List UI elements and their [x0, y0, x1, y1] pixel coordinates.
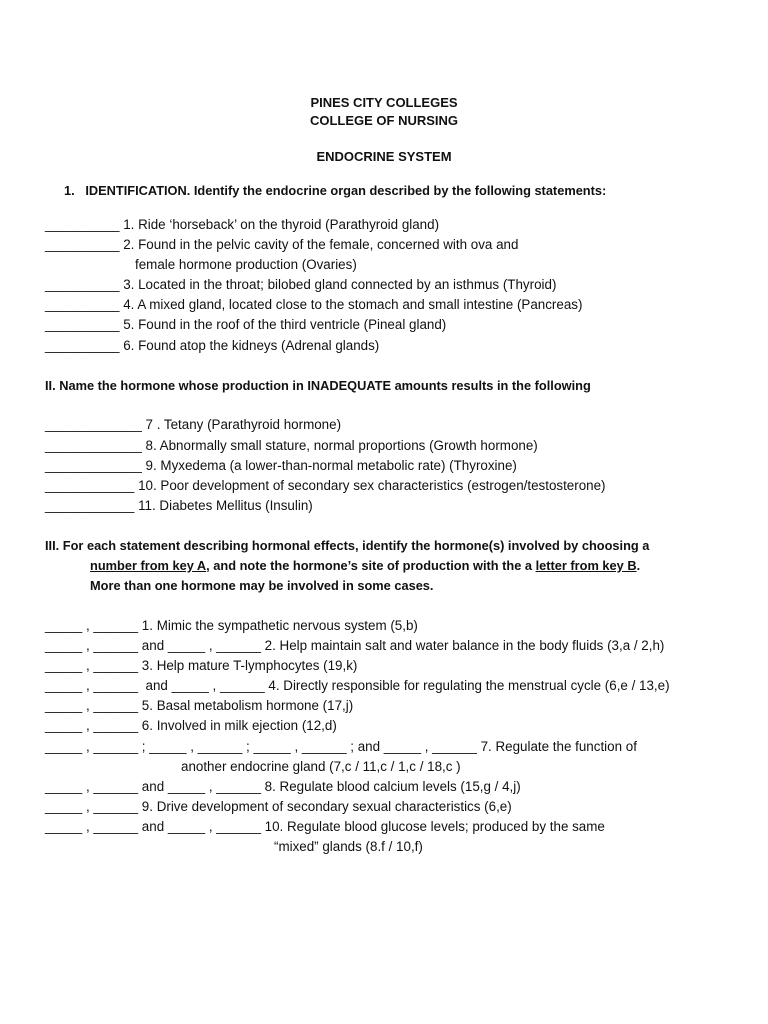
section2-item: _____________ 9. Myxedema (a lower-than-normal metabolic rate) (Thyroxine)	[45, 458, 517, 473]
section2-item: ____________ 10. Poor development of secondary sex characteristics (estrogen/testosterone)	[45, 478, 606, 493]
section1-item: __________ 6. Found atop the kidneys (Adrenal glands)	[45, 338, 380, 353]
section3-item: _____ , ______ ; _____ , ______ ; _____ , ______ ; and _____ , ______ 7. Regulate the function of	[45, 739, 637, 754]
section1-title: 1. IDENTIFICATION. Identify the endocrine organ described by the following statements:	[64, 183, 607, 198]
section3-item: _____ , ______ 6. Involved in milk ejection (12,d)	[45, 718, 337, 733]
section3-title-mid: , and note the hormone’s site of production with the a	[206, 558, 536, 573]
section3-item-continuation: another endocrine gland (7,c / 11,c / 1,c / 18,c )	[181, 759, 461, 774]
section2-item: _____________ 8. Abnormally small stature, normal proportions (Growth hormone)	[45, 438, 538, 453]
section1-item: __________ 2. Found in the pelvic cavity of the female, concerned with ova and	[45, 237, 519, 252]
section3-item: _____ , ______ and _____ , ______ 2. Help maintain salt and water balance in the body fluids (3,a / 2,h)	[45, 638, 665, 653]
subject-title: ENDOCRINE SYSTEM	[316, 149, 452, 164]
section3-title-line2	[90, 557, 640, 575]
section3-item-continuation: “mixed” glands (8.f / 10,f)	[274, 839, 423, 854]
section1-item: __________ 1. Ride ‘horseback’ on the thyroid (Parathyroid gland)	[45, 217, 440, 232]
section2-item: _____________ 7 . Tetany (Parathyroid hormone)	[45, 417, 342, 432]
section1-item: __________ 4. A mixed gland, located close to the stomach and small intestine (Pancreas)	[45, 297, 583, 312]
section3-item: _____ , ______ and _____ , ______ 4. Directly responsible for regulating the menstrual cycle (6,e / 13,e)	[45, 678, 670, 693]
college-name: COLLEGE OF NURSING	[309, 113, 459, 128]
section3-item: _____ , ______ and _____ , ______ 8. Regulate blood calcium levels (15,g / 4,j)	[45, 779, 521, 794]
section3-item: _____ , ______ 9. Drive development of secondary sexual characteristics (6,e)	[45, 799, 512, 814]
section2-item: ____________ 11. Diabetes Mellitus (Insulin)	[45, 498, 313, 513]
section1-item: __________ 3. Located in the throat; bilobed gland connected by an isthmus (Thyroid)	[45, 277, 557, 292]
key-b-underlined: letter from key B	[535, 558, 637, 573]
section3-item: _____ , ______ 3. Help mature T-lymphocytes (19,k)	[45, 658, 358, 673]
school-name: PINES CITY COLLEGES	[310, 95, 458, 110]
section3-title-line3: More than one hormone may be involved in some cases.	[90, 578, 434, 593]
section3-item: _____ , ______ 1. Mimic the sympathetic nervous system (5,b)	[45, 618, 418, 633]
section1-item: __________ 5. Found in the roof of the third ventricle (Pineal gland)	[45, 317, 447, 332]
section2-title: II. Name the hormone whose production in INADEQUATE amounts results in the following	[45, 378, 591, 393]
section3-title-line1: III. For each statement describing hormonal effects, identify the hormone(s) involved by choosing a	[45, 538, 650, 553]
section3-item: _____ , ______ and _____ , ______ 10. Regulate blood glucose levels; produced by the same	[45, 819, 605, 834]
key-a-underlined: number from key A	[90, 558, 207, 573]
section3-item: _____ , ______ 5. Basal metabolism hormone (17,j)	[45, 698, 354, 713]
section1-item-continuation: female hormone production (Ovaries)	[135, 257, 357, 272]
section3-title-post: .	[636, 558, 641, 573]
